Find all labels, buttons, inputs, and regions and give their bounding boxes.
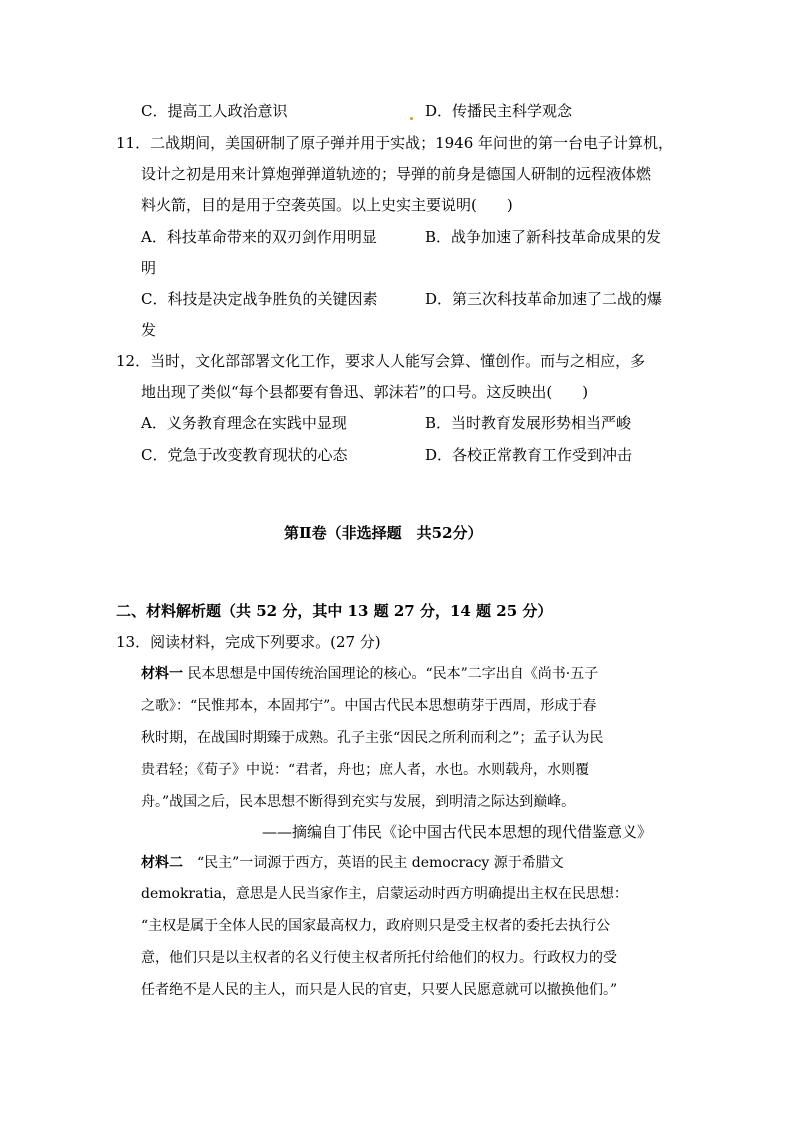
part2-title: 第Ⅱ卷（非选择题 共52分） [284,524,483,542]
q11-option-c[interactable]: C．科技是决定战争胜负的关键因素 [141,290,378,308]
material2-line4: 意，他们只是以主权者的名义行使主权者所托付给他们的权力。行政权力的受 [141,950,617,966]
material2-line1 [141,853,564,873]
q11-option-a[interactable]: A．科技革命带来的双刃剑作用明显 [141,228,377,246]
q13-stem: 13．阅读材料，完成下列要求。(27 分) [116,633,381,651]
q11-stem-line2: 设计之初是用来计算炮弹弹道轨迹的；导弹的前身是德国人研制的远程液体燃 [141,165,652,183]
q10-option-d[interactable]: D．传播民主科学观念 [425,102,573,120]
material2-text-1: “民主”一词源于西方，英语的民主 democracy 源于希腊文 [183,855,564,871]
material2-line2: demokratia，意思是人民当家作主，启蒙运动时西方明确提出主权在民思想： [141,886,628,902]
material1-source: ——摘编自丁伟民《论中国古代民本思想的现代借鉴意义》 [262,823,653,841]
material1-line2: 之歌》：“民惟邦本，本固邦宁”。中国古代民本思想萌芽于西周，形成于春 [141,698,597,714]
material1-text-1: 民本思想是中国传统治国理论的核心。“民本”二字出自《尚书·五子 [183,666,599,682]
q12-option-c[interactable]: C．党急于改变教育现状的心态 [141,446,348,464]
q12-option-b[interactable]: B．当时教育发展形势相当严峻 [425,414,632,432]
material2-label: 材料二 [141,855,183,871]
q11-stem-line1: 11．二战期间，美国研制了原子弹并用于实战；1946 年问世的第一台电子计算机， [116,134,674,152]
material1-line1 [141,664,598,684]
q11-option-d[interactable]: D．第三次科技革命加速了二战的爆 [425,290,663,308]
q12-stem-line1: 12．当时，文化部部署文化工作，要求人人能写会算、懂创作。而与之相应，多 [116,352,646,370]
material1-line4: 贵君轻；《荀子》中说：“君者，舟也；庶人者，水也。水则载舟，水则覆 [141,762,590,778]
q12-option-a[interactable]: A．义务教育理念在实践中显现 [141,414,347,432]
material1-line5: 舟。”战国之后，民本思想不断得到充实与发展，到明清之际达到巅峰。 [141,794,576,810]
q11-option-b[interactable]: B．战争加速了新科技革命成果的发 [425,228,662,246]
section2-heading: 二、材料解析题（共 52 分，其中 13 题 27 分，14 题 25 分） [116,602,553,620]
q11-stem-line3: 料火箭，目的是用于空袭英国。以上史实主要说明( ) [141,196,513,214]
material1-label: 材料一 [141,666,183,682]
q12-option-d[interactable]: D．各校正常教育工作受到冲击 [425,446,633,464]
decorative-dot-icon [410,117,413,120]
material1-line3: 秋时期，在战国时期臻于成熟。孔子主张“因民之所利而利之”；孟子认为民 [141,730,604,746]
q12-stem-line2: 地出现了类似“每个县都要有鲁迅、郭沫若”的口号。这反映出( ) [141,383,589,401]
q11-option-b-cont: 明 [141,259,157,277]
q11-option-d-cont: 发 [141,321,157,339]
material2-line5: 任者绝不是人民的主人，而只是人民的官吏，只要人民愿意就可以撤换他们。” [141,982,618,998]
q10-option-c[interactable]: C．提高工人政治意识 [141,102,288,120]
material2-line3: “主权是属于全体人民的国家最高权力，政府则只是受主权者的委托去执行公 [141,918,611,934]
